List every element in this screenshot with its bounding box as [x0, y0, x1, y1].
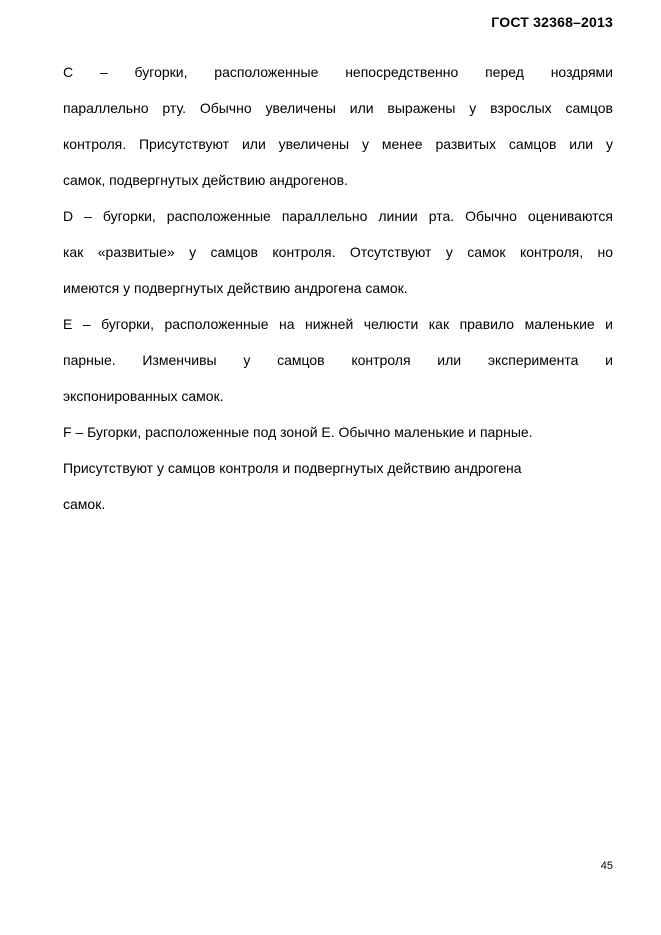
text-line: самок. [63, 496, 106, 512]
text-line: имеются у подвергнутых действию андрогена самок. [63, 280, 408, 296]
text-line: самок, подвергнутых действию андрогенов. [63, 172, 348, 188]
paragraph [63, 309, 613, 417]
paragraph [63, 417, 613, 525]
document-body [63, 57, 613, 525]
text-line: Присутствуют у самцов контроля и подвергнутых действию андрогена [63, 460, 522, 476]
paragraph [63, 201, 613, 309]
text-line: контроля. Присутствуют или увеличены у менее развитых самцов или у [63, 136, 613, 152]
text-line: C – бугорки, расположенные непосредственно перед ноздрями [63, 64, 613, 80]
text-line: как «развитые» у самцов контроля. Отсутствуют у самок контроля, но [63, 244, 613, 260]
paragraph [63, 57, 613, 201]
text-line: экспонированных самок. [63, 388, 224, 404]
text-line: E – бугорки, расположенные на нижней челюсти как правило маленькие и [63, 316, 613, 332]
document-header: ГОСТ 32368–2013 [491, 14, 613, 30]
text-line: параллельно рту. Обычно увеличены или выражены у взрослых самцов [63, 100, 613, 116]
page-number: 45 [600, 860, 613, 872]
text-line: парные. Изменчивы у самцов контроля или эксперимента и [63, 352, 613, 368]
text-line: F – Бугорки, расположенные под зоной E. Обычно маленькие и парные. [63, 424, 533, 440]
text-line: D – бугорки, расположенные параллельно линии рта. Обычно оцениваются [63, 208, 613, 224]
